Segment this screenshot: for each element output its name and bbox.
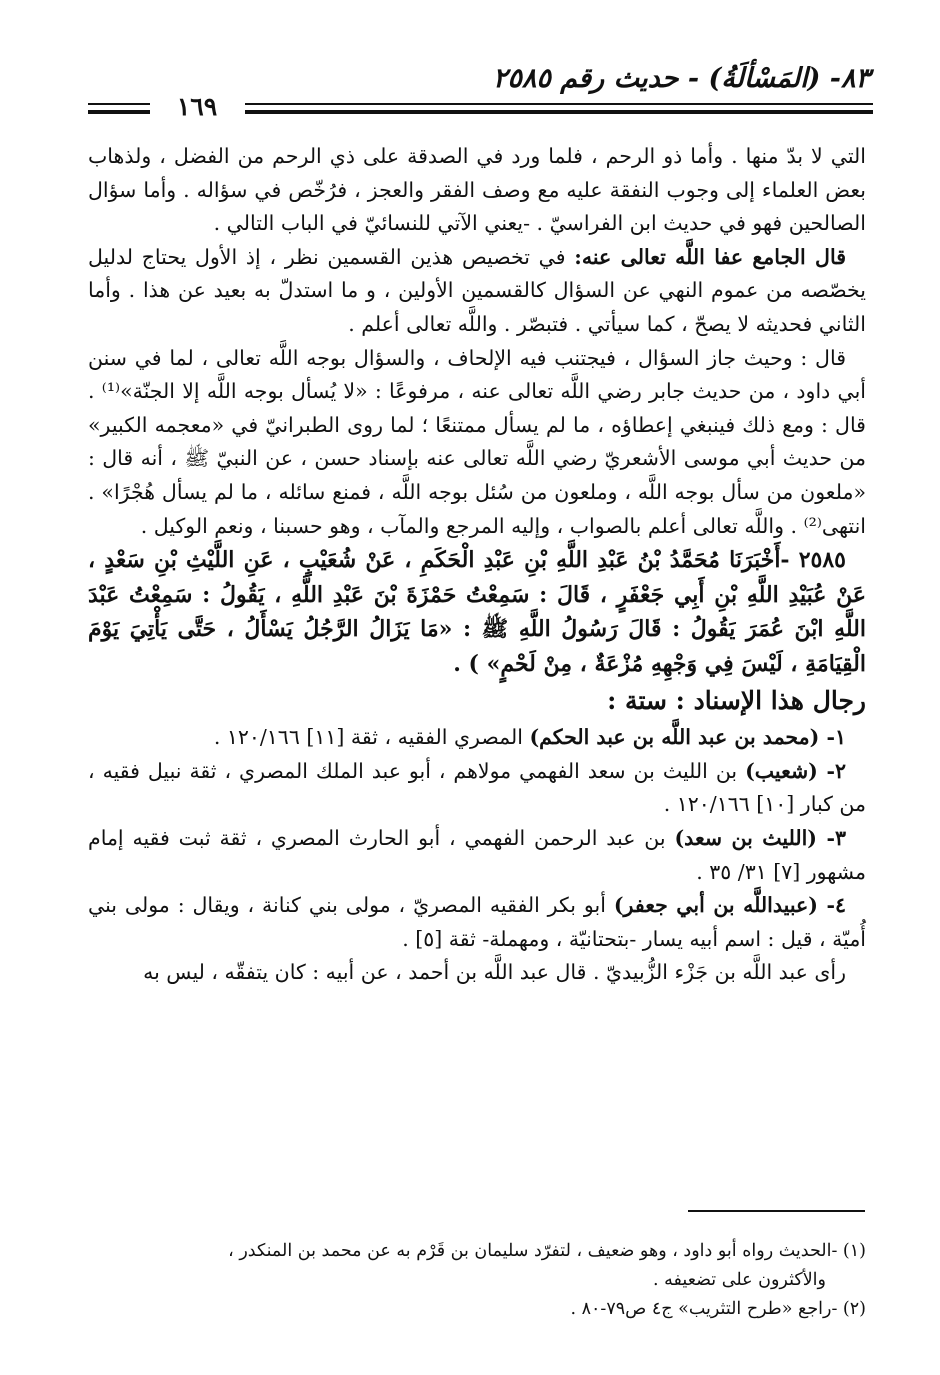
paragraph: التي لا بدّ منها . وأما ذو الرحم ، فلما ورد في الصدقة على ذي الرحم من الفضل ، ولذهاب بعض العلماء إلى وجوب النفقة عليه مع وصف الفقر والعجز ، فرُخّص في سؤاله . وأما سؤال الصالحين فهو في حديث ابن الفراسيّ . -يعني الآتي للنسائيّ في الباب التالي . (88, 144, 866, 236)
header-rule-thin-right (245, 103, 873, 105)
narrator-entry (88, 721, 866, 755)
paragraph: قال : وحيث جاز السؤال ، فيجتنب فيه الإلحاف ، والسؤال بوجه اللَّه تعالى ، لما في سنن أبي داود ، من حديث جابر رضي اللَّه تعالى عنه ، مرفوعًا : «لا يُسأل بوجه اللَّه إلا الجنّة»⁽¹⁾ . قال : ومع ذلك فينبغي إعطاؤه ، ما لم يسأل ممتنعًا ؛ لما روى الطبرانيّ في «معجمه الكبير» من حديث أبي موسى الأشعريّ رضي اللَّه تعالى عنه بإسناد حسن ، عن النبيّ ﷺ ، أنه قال : «ملعون من سأل بوجه اللَّه ، وملعون من سُئل بوجه اللَّه ، فمنع سائله ، ما لم يسأل هُجْرًا» . انتهى⁽²⁾ . واللَّه تعالى أعلم بالصواب ، وإليه المرجع والمآب ، وهو حسبنا ، ونعم الوكيل . (88, 345, 867, 538)
footnote-separator (688, 1210, 865, 1212)
narrator-name: ١- (محمد بن عبد اللَّه بن عبد الحكم) (529, 725, 846, 750)
paragraph-text: في تخصيص هذين القسمين نظر ، إذ الأول يحتاج لدليل يخصّصه من عموم النهي عن السؤال كالقسمين الأولين ، و ما استدلّ به بعيد عن هذا . وأما الثاني فحديثه لا يصحّ ، كما سيأتي . فتبصّر . واللَّه تعالى أعلم . (88, 244, 866, 336)
paragraph (88, 241, 866, 342)
paragraph: رأى عبد اللَّه بن جَزْء الزُّبيديّ . قال عبد اللَّه بن أحمد ، عن أبيه : كان يتفقّه ، ليس به (143, 960, 846, 985)
bold-lead: قال الجامع عفا اللَّه تعالى عنه: (574, 244, 846, 269)
running-title: ٨٣- (المَسْألَةُ) - حديث رقم ٢٥٨٥ (492, 63, 870, 94)
section-heading: رجال هذا الإسناد : ستة : (607, 686, 866, 716)
narrator-details: بن عبد الرحمن الفهمي ، أبو الحارث المصري ، ثقة ثبت فقيه إمام مشهور [٧] ٣١/ ٣٥ . (88, 825, 866, 884)
main-text (88, 140, 866, 990)
narrator-entry (88, 889, 866, 956)
narrator-name: ٢- (شعيب) (745, 758, 846, 783)
footnotes (88, 1237, 866, 1324)
narrator-name: ٤- (عبيداللَّه بن أبي جعفر) (613, 893, 846, 918)
hadith-text: ٢٥٨٥ -أَخْبَرَنَا مُحَمَّدُ بْنُ عَبْدِ اللَّهِ بْنِ عَبْدِ الْحَكَمِ ، عَنْ شُعَيْبٍ ، عَنِ اللَّيْثِ بْنِ سَعْدٍ ، عَنْ عُبَيْدِ اللَّهِ بْنِ أَبِي جَعْفَرٍ ، قَالَ : سَمِعْتُ حَمْزَةَ بْنَ عَبْدِ اللَّهِ ، يَقُولُ : سَمِعْتُ عَبْدَ اللَّهِ ابْنَ عُمَرَ يَقُولُ : قَالَ رَسُولُ اللَّهِ ﷺ : «مَا يَزَالُ الرَّجُلُ يَسْأَلُ ، حَتَّى يَأْتِيَ يَوْمَ الْقِيَامَةِ ، لَيْسَ فِي وَجْهِهِ مُزْعَةٌ ، مِنْ لَحْمٍ» ) . (88, 547, 866, 677)
header-rule-thick-right (245, 110, 873, 114)
header-rule-thin-left (88, 103, 150, 105)
footnote-1: (١) -الحديث رواه أبو داود ، وهو ضعيف ، لتفرّد سليمان بن قَرْم به عن محمد بن المنكدر ، (228, 1241, 866, 1261)
narrator-name: ٣- (الليث بن سعد) (674, 825, 847, 850)
narrator-entry (88, 755, 866, 822)
footnote-1-continuation: والأكثرون على تضعيفه . (653, 1270, 826, 1290)
narrator-details: المصري الفقيه ، ثقة [١١] ١٢٠/١٦٦ . (213, 725, 530, 750)
narrator-entry (88, 822, 866, 889)
footnote-2: (٢) -راجع «طرح التثريب» ج٤ ص٧٩-٨٠ . (570, 1299, 866, 1319)
narrator-details: أبو بكر الفقيه المصريّ ، مولى بني كنانة ، ويقال : مولى بني أُميّة ، قيل : اسم أبيه يسار -بتحتانيّة ، ومهملة- ثقة [٥] . (88, 893, 866, 951)
header-rule-thick-left (88, 110, 150, 114)
narrator-details: بن الليث بن سعد الفهمي مولاهم ، أبو عبد الملك المصري ، ثقة نبيل فقيه ، من كبار [١٠] ١٢٠/١٦٦ . (88, 758, 866, 817)
page-number: ١٦٩ (176, 92, 218, 121)
